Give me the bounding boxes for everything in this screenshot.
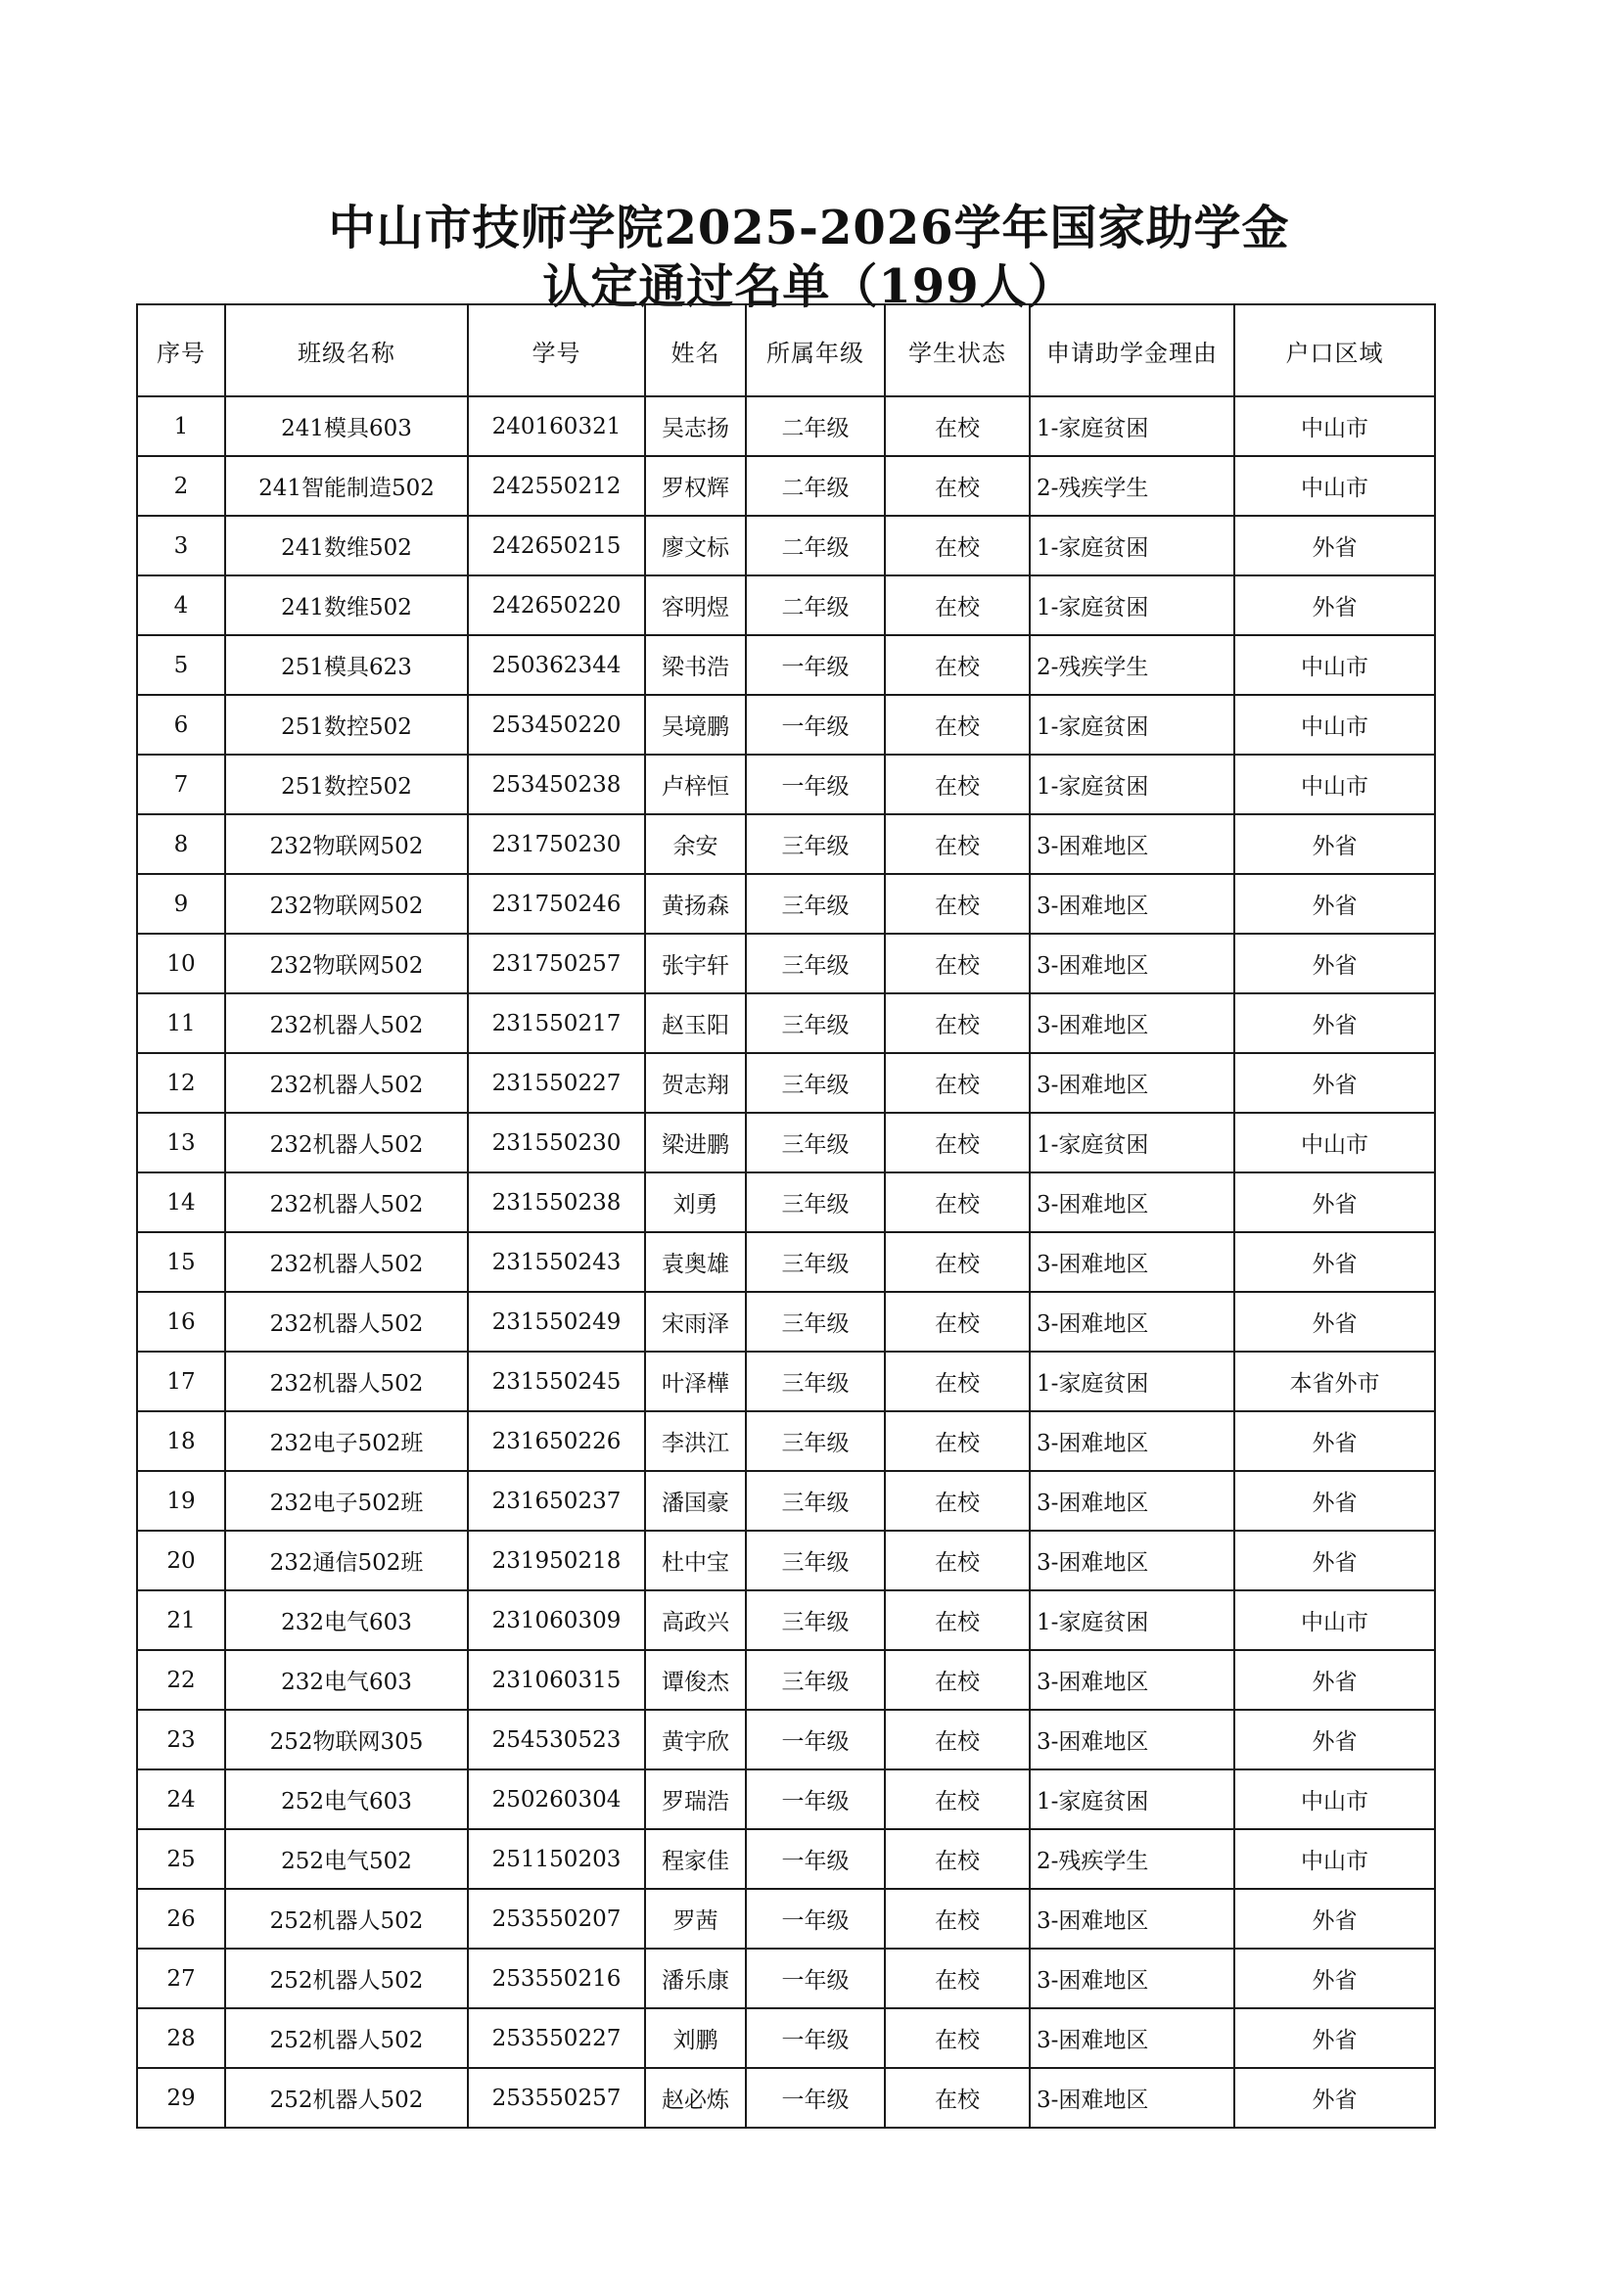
col-region-cell: 外省 [1234,1650,1435,1710]
col-name-cell: 廖文标 [645,516,746,575]
col-student-id-header: 学号 [468,304,645,396]
col-name-cell: 梁进鹏 [645,1113,746,1172]
table-row [137,695,1435,755]
col-region-cell: 外省 [1234,2008,1435,2068]
col-status-cell: 在校 [885,1650,1030,1710]
col-student-id-cell: 231650226 [468,1411,645,1471]
table-row [137,814,1435,874]
col-status-header: 学生状态 [885,304,1030,396]
col-region-cell: 外省 [1234,1471,1435,1531]
col-class-name-cell: 252机器人502 [225,1889,468,1949]
table-row [137,1769,1435,1829]
col-name-cell: 容明煜 [645,575,746,635]
col-index-cell: 24 [137,1769,225,1829]
table-row [137,1590,1435,1650]
col-status-cell: 在校 [885,1949,1030,2008]
col-grade-cell: 二年级 [746,396,885,456]
col-student-id-cell: 231060315 [468,1650,645,1710]
col-status-cell: 在校 [885,1411,1030,1471]
col-region-cell: 外省 [1234,934,1435,993]
col-region-cell: 中山市 [1234,456,1435,516]
col-class-name-cell: 232电子502班 [225,1471,468,1531]
col-student-id-cell: 231750230 [468,814,645,874]
col-grade-cell: 二年级 [746,575,885,635]
col-grade-cell: 一年级 [746,2008,885,2068]
col-name-cell: 吴志扬 [645,396,746,456]
col-name-cell: 吴境鹏 [645,695,746,755]
col-class-name-cell: 252电气502 [225,1829,468,1889]
col-reason-cell: 3-困难地区 [1030,1531,1234,1590]
col-status-cell: 在校 [885,1769,1030,1829]
col-reason-cell: 1-家庭贫困 [1030,1113,1234,1172]
col-grade-cell: 三年级 [746,1113,885,1172]
col-index-cell: 11 [137,993,225,1053]
col-student-id-cell: 253550207 [468,1889,645,1949]
col-index-cell: 28 [137,2008,225,2068]
document-title: 中山市技师学院2025-2026学年国家助学金 [328,201,1290,255]
col-class-name-cell: 252电气603 [225,1769,468,1829]
col-grade-cell: 一年级 [746,755,885,814]
table-row [137,1471,1435,1531]
col-status-cell: 在校 [885,575,1030,635]
col-student-id-cell: 231550245 [468,1352,645,1411]
col-reason-cell: 3-困难地区 [1030,814,1234,874]
col-class-name-cell: 241数维502 [225,516,468,575]
col-student-id-cell: 254530523 [468,1710,645,1769]
col-status-cell: 在校 [885,1113,1030,1172]
col-index-cell: 20 [137,1531,225,1590]
table-row [137,1531,1435,1590]
col-region-cell: 外省 [1234,814,1435,874]
col-name-cell: 刘鹏 [645,2008,746,2068]
col-grade-cell: 一年级 [746,1889,885,1949]
col-region-cell: 本省外市 [1234,1352,1435,1411]
col-grade-cell: 一年级 [746,1829,885,1889]
col-grade-cell: 三年级 [746,1411,885,1471]
col-name-cell: 赵玉阳 [645,993,746,1053]
col-class-name-cell: 252机器人502 [225,2008,468,2068]
col-region-cell: 外省 [1234,874,1435,934]
col-student-id-cell: 231550227 [468,1053,645,1113]
col-grade-cell: 三年级 [746,1053,885,1113]
col-reason-cell: 1-家庭贫困 [1030,516,1234,575]
col-status-cell: 在校 [885,1232,1030,1292]
col-class-name-cell: 232机器人502 [225,1232,468,1292]
col-reason-cell: 3-困难地区 [1030,1949,1234,2008]
col-name-cell: 李洪江 [645,1411,746,1471]
col-status-cell: 在校 [885,695,1030,755]
col-student-id-cell: 231550238 [468,1172,645,1232]
col-class-name-cell: 232机器人502 [225,1292,468,1352]
table-row [137,1172,1435,1232]
col-grade-cell: 三年级 [746,1471,885,1531]
col-class-name-cell: 232机器人502 [225,993,468,1053]
table-row [137,934,1435,993]
table-row [137,874,1435,934]
col-class-name-cell: 252机器人502 [225,1949,468,2008]
col-student-id-cell: 253450238 [468,755,645,814]
col-reason-cell: 3-困难地区 [1030,1889,1234,1949]
col-region-cell: 外省 [1234,2068,1435,2128]
col-class-name-cell: 232物联网502 [225,874,468,934]
col-reason-cell: 1-家庭贫困 [1030,695,1234,755]
table-row [137,2008,1435,2068]
table-row [137,2068,1435,2128]
col-name-cell: 刘勇 [645,1172,746,1232]
col-region-cell: 中山市 [1234,396,1435,456]
col-grade-cell: 三年级 [746,993,885,1053]
col-name-cell: 杜中宝 [645,1531,746,1590]
col-student-id-cell: 242650220 [468,575,645,635]
table-row [137,1113,1435,1172]
col-index-cell: 18 [137,1411,225,1471]
col-reason-cell: 3-困难地区 [1030,934,1234,993]
table-row [137,1829,1435,1889]
col-class-name-cell: 241数维502 [225,575,468,635]
col-index-cell: 5 [137,635,225,695]
col-reason-cell: 3-困难地区 [1030,1232,1234,1292]
col-student-id-cell: 253550216 [468,1949,645,2008]
table-row [137,1232,1435,1292]
col-class-name-cell: 232通信502班 [225,1531,468,1590]
col-index-cell: 2 [137,456,225,516]
col-index-cell: 13 [137,1113,225,1172]
col-class-name-header: 班级名称 [225,304,468,396]
col-region-cell: 外省 [1234,993,1435,1053]
col-name-cell: 黄宇欣 [645,1710,746,1769]
col-grade-header: 所属年级 [746,304,885,396]
col-student-id-cell: 231750246 [468,874,645,934]
col-status-cell: 在校 [885,1829,1030,1889]
col-grade-cell: 三年级 [746,814,885,874]
col-grade-cell: 三年级 [746,1590,885,1650]
col-region-cell: 中山市 [1234,755,1435,814]
document-subtitle: 认定通过名单（199人） [542,259,1076,314]
col-class-name-cell: 232电子502班 [225,1411,468,1471]
table-row [137,1053,1435,1113]
col-region-cell: 中山市 [1234,1113,1435,1172]
col-region-cell: 外省 [1234,575,1435,635]
col-student-id-cell: 231060309 [468,1590,645,1650]
col-reason-cell: 3-困难地区 [1030,2068,1234,2128]
col-index-cell: 22 [137,1650,225,1710]
col-reason-cell: 1-家庭贫困 [1030,755,1234,814]
col-region-cell: 外省 [1234,1411,1435,1471]
col-grade-cell: 一年级 [746,1710,885,1769]
col-status-cell: 在校 [885,755,1030,814]
col-index-cell: 15 [137,1232,225,1292]
col-grade-cell: 三年级 [746,1531,885,1590]
col-class-name-cell: 252机器人502 [225,2068,468,2128]
col-reason-cell: 2-残疾学生 [1030,635,1234,695]
col-class-name-cell: 232机器人502 [225,1172,468,1232]
col-index-cell: 3 [137,516,225,575]
col-class-name-cell: 251模具623 [225,635,468,695]
col-reason-cell: 1-家庭贫困 [1030,396,1234,456]
col-name-cell: 袁奥雄 [645,1232,746,1292]
col-index-cell: 17 [137,1352,225,1411]
table-row [137,1292,1435,1352]
col-reason-cell: 3-困难地区 [1030,1053,1234,1113]
col-reason-cell: 3-困难地区 [1030,1471,1234,1531]
col-name-cell: 罗瑞浩 [645,1769,746,1829]
col-name-cell: 谭俊杰 [645,1650,746,1710]
col-region-cell: 外省 [1234,1949,1435,2008]
col-reason-header: 申请助学金理由 [1030,304,1234,396]
col-status-cell: 在校 [885,2068,1030,2128]
col-grade-cell: 一年级 [746,695,885,755]
col-status-cell: 在校 [885,934,1030,993]
col-class-name-cell: 232电气603 [225,1590,468,1650]
col-reason-cell: 3-困难地区 [1030,993,1234,1053]
col-index-cell: 25 [137,1829,225,1889]
col-grade-cell: 一年级 [746,2068,885,2128]
col-student-id-cell: 253450220 [468,695,645,755]
col-region-cell: 外省 [1234,516,1435,575]
col-reason-cell: 3-困难地区 [1030,1411,1234,1471]
col-name-cell: 余安 [645,814,746,874]
col-reason-cell: 3-困难地区 [1030,1292,1234,1352]
table-header-row [137,304,1435,396]
col-index-cell: 26 [137,1889,225,1949]
col-reason-cell: 1-家庭贫困 [1030,575,1234,635]
col-student-id-cell: 250362344 [468,635,645,695]
col-class-name-cell: 252物联网305 [225,1710,468,1769]
col-status-cell: 在校 [885,1889,1030,1949]
col-status-cell: 在校 [885,516,1030,575]
col-student-id-cell: 240160321 [468,396,645,456]
col-index-cell: 29 [137,2068,225,2128]
col-grade-cell: 二年级 [746,516,885,575]
col-index-cell: 1 [137,396,225,456]
col-index-cell: 23 [137,1710,225,1769]
col-reason-cell: 2-残疾学生 [1030,1829,1234,1889]
col-student-id-cell: 251150203 [468,1829,645,1889]
col-student-id-cell: 253550257 [468,2068,645,2128]
col-region-cell: 外省 [1234,1053,1435,1113]
col-region-cell: 中山市 [1234,1829,1435,1889]
col-index-cell: 6 [137,695,225,755]
col-reason-cell: 3-困难地区 [1030,874,1234,934]
col-grade-cell: 三年级 [746,874,885,934]
col-region-cell: 中山市 [1234,1769,1435,1829]
col-student-id-cell: 231750257 [468,934,645,993]
col-grade-cell: 三年级 [746,934,885,993]
col-name-cell: 叶泽樺 [645,1352,746,1411]
col-reason-cell: 1-家庭贫困 [1030,1769,1234,1829]
col-status-cell: 在校 [885,1710,1030,1769]
col-name-cell: 贺志翔 [645,1053,746,1113]
col-reason-cell: 3-困难地区 [1030,1650,1234,1710]
col-name-cell: 潘乐康 [645,1949,746,2008]
col-region-cell: 外省 [1234,1710,1435,1769]
col-grade-cell: 一年级 [746,1769,885,1829]
table-row [137,456,1435,516]
col-index-header: 序号 [137,304,225,396]
col-region-header: 户口区域 [1234,304,1435,396]
col-reason-cell: 3-困难地区 [1030,1710,1234,1769]
col-index-cell: 27 [137,1949,225,2008]
col-name-cell: 罗权辉 [645,456,746,516]
col-region-cell: 中山市 [1234,635,1435,695]
col-grade-cell: 一年级 [746,1949,885,2008]
table-row [137,1710,1435,1769]
col-student-id-cell: 231550243 [468,1232,645,1292]
col-class-name-cell: 241智能制造502 [225,456,468,516]
col-reason-cell: 3-困难地区 [1030,2008,1234,2068]
table-row [137,1352,1435,1411]
col-region-cell: 外省 [1234,1292,1435,1352]
col-grade-cell: 三年级 [746,1352,885,1411]
grant-recipients-table [136,303,1436,2129]
col-class-name-cell: 232电气603 [225,1650,468,1710]
col-index-cell: 7 [137,755,225,814]
col-status-cell: 在校 [885,1053,1030,1113]
col-name-cell: 程家佳 [645,1829,746,1889]
col-status-cell: 在校 [885,814,1030,874]
col-name-cell: 梁书浩 [645,635,746,695]
col-student-id-cell: 231950218 [468,1531,645,1590]
col-index-cell: 12 [137,1053,225,1113]
col-class-name-cell: 232物联网502 [225,814,468,874]
col-name-cell: 黄扬森 [645,874,746,934]
col-student-id-cell: 231550230 [468,1113,645,1172]
table-row [137,993,1435,1053]
col-status-cell: 在校 [885,635,1030,695]
col-grade-cell: 三年级 [746,1232,885,1292]
col-region-cell: 外省 [1234,1531,1435,1590]
col-class-name-cell: 232机器人502 [225,1352,468,1411]
col-class-name-cell: 232机器人502 [225,1113,468,1172]
col-name-cell: 赵必炼 [645,2068,746,2128]
col-index-cell: 19 [137,1471,225,1531]
col-status-cell: 在校 [885,1172,1030,1232]
col-grade-cell: 三年级 [746,1292,885,1352]
table-row [137,396,1435,456]
col-class-name-cell: 232物联网502 [225,934,468,993]
col-name-cell: 张宇轩 [645,934,746,993]
table-row [137,1650,1435,1710]
col-student-id-cell: 250260304 [468,1769,645,1829]
table-row [137,1411,1435,1471]
col-reason-cell: 1-家庭贫困 [1030,1590,1234,1650]
col-class-name-cell: 251数控502 [225,755,468,814]
col-index-cell: 16 [137,1292,225,1352]
col-class-name-cell: 251数控502 [225,695,468,755]
col-name-cell: 卢梓恒 [645,755,746,814]
col-grade-cell: 一年级 [746,635,885,695]
col-region-cell: 外省 [1234,1232,1435,1292]
col-index-cell: 9 [137,874,225,934]
table-row [137,635,1435,695]
col-student-id-cell: 231550249 [468,1292,645,1352]
col-status-cell: 在校 [885,1292,1030,1352]
col-index-cell: 10 [137,934,225,993]
col-status-cell: 在校 [885,1352,1030,1411]
col-grade-cell: 二年级 [746,456,885,516]
table-row [137,1949,1435,2008]
col-class-name-cell: 232机器人502 [225,1053,468,1113]
col-student-id-cell: 231650237 [468,1471,645,1531]
col-grade-cell: 三年级 [746,1650,885,1710]
col-reason-cell: 1-家庭贫困 [1030,1352,1234,1411]
table-row [137,575,1435,635]
col-status-cell: 在校 [885,874,1030,934]
col-reason-cell: 3-困难地区 [1030,1172,1234,1232]
col-reason-cell: 2-残疾学生 [1030,456,1234,516]
col-status-cell: 在校 [885,1471,1030,1531]
col-region-cell: 中山市 [1234,1590,1435,1650]
col-region-cell: 中山市 [1234,695,1435,755]
col-status-cell: 在校 [885,1590,1030,1650]
table-row [137,1889,1435,1949]
col-student-id-cell: 253550227 [468,2008,645,2068]
col-region-cell: 外省 [1234,1889,1435,1949]
col-class-name-cell: 241模具603 [225,396,468,456]
col-index-cell: 14 [137,1172,225,1232]
col-status-cell: 在校 [885,993,1030,1053]
col-name-cell: 宋雨泽 [645,1292,746,1352]
col-status-cell: 在校 [885,2008,1030,2068]
col-status-cell: 在校 [885,456,1030,516]
col-name-cell: 高政兴 [645,1590,746,1650]
col-student-id-cell: 242650215 [468,516,645,575]
col-index-cell: 8 [137,814,225,874]
col-status-cell: 在校 [885,396,1030,456]
col-index-cell: 21 [137,1590,225,1650]
col-region-cell: 外省 [1234,1172,1435,1232]
col-grade-cell: 三年级 [746,1172,885,1232]
col-name-cell: 罗茜 [645,1889,746,1949]
table-row [137,755,1435,814]
col-name-cell: 潘国豪 [645,1471,746,1531]
col-status-cell: 在校 [885,1531,1030,1590]
col-name-header: 姓名 [645,304,746,396]
col-index-cell: 4 [137,575,225,635]
col-student-id-cell: 231550217 [468,993,645,1053]
col-student-id-cell: 242550212 [468,456,645,516]
table-row [137,516,1435,575]
